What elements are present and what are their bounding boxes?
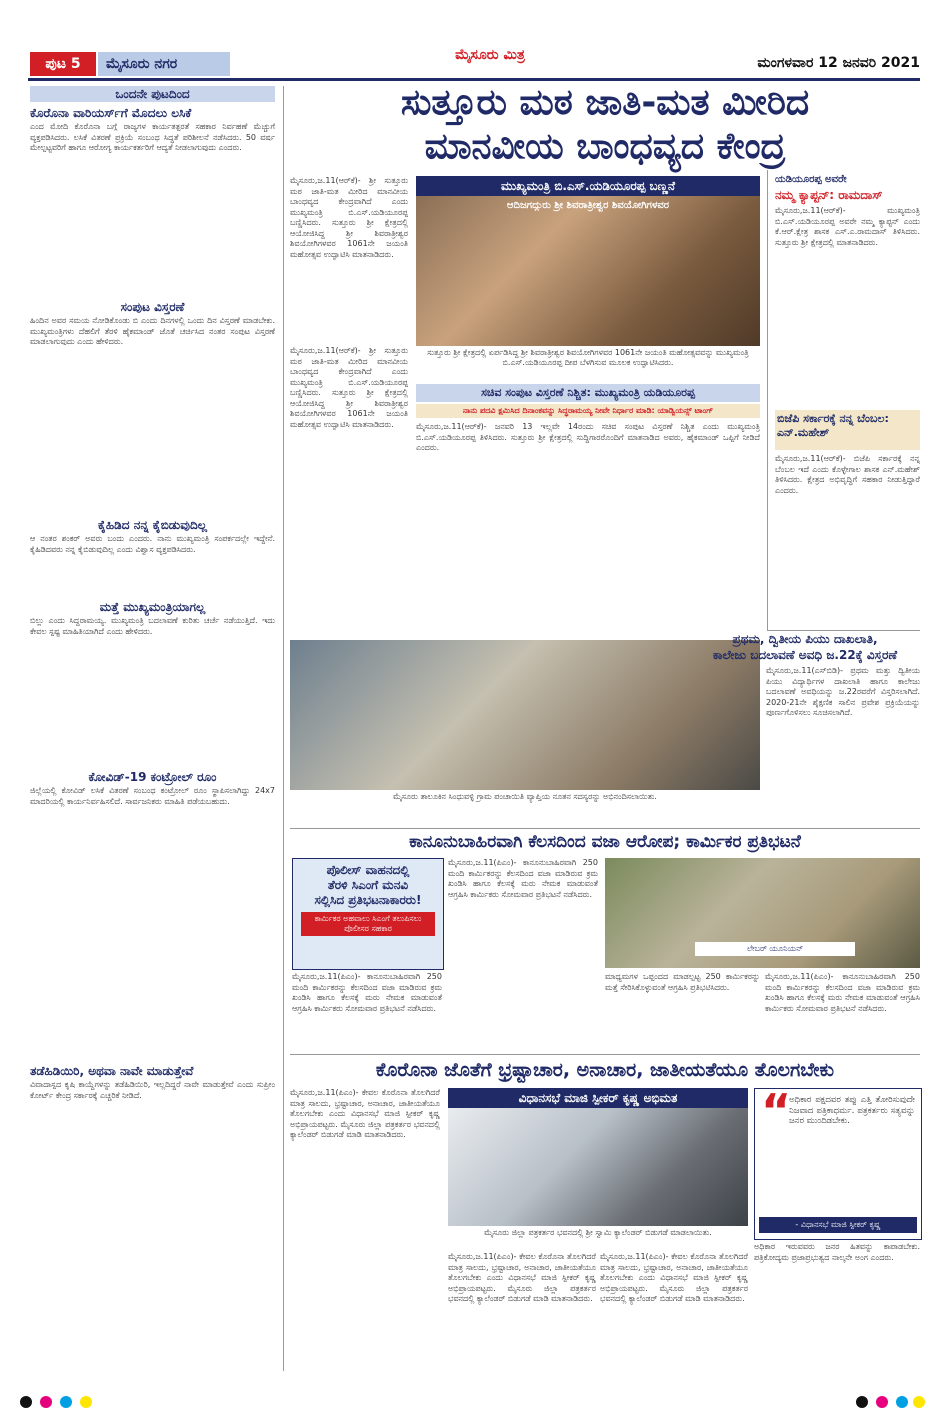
protest-box-head1: ಪೊಲೀಸ್ ವಾಹನದಲ್ಲಿ	[326, 863, 410, 877]
cabinet-banner: ಸಚಿವ ಸಂಪುಟ ವಿಸ್ತರಣೆ ನಿಶ್ಚಿತ: ಮುಖ್ಯಮಂತ್ರಿ ಯಡಿಯೂರಪ್ಪ	[416, 384, 760, 402]
section-title: ಮೈಸೂರು ನಗರ	[98, 52, 230, 76]
story-head-support: ಕೈಹಿಡಿದ ನನ್ನ ಕೈಬಿಡುವುದಿಲ್ಲ	[98, 518, 207, 532]
story-head-control-room: ಕೋವಿಡ್-19 ಕಂಟ್ರೋಲ್ ರೂಂ	[88, 770, 217, 784]
protest-banner-cloth: ಲೇಬರ್ ಯೂನಿಯನ್	[695, 942, 855, 956]
protest-photo-caption: ಮಾಧ್ಯಮಗಳ ಒಪ್ಪಂದದ ಮಾಡಲ್ಪಟ್ಟ 250 ಕಾರ್ಮಿಕರನ್ನು ಮತ್ತೆ ಸೇರಿಸಿಕೊಳ್ಳುವಂತೆ ಆಗ್ರಹಿಸಿ ಪ್ರತಿಭಟಿಸಿದರು.	[605, 972, 760, 992]
protest-body: ಮೈಸೂರು,ಜ.11(ಪಿಎಂ)- ಕಾನೂನುಬಾಹಿರವಾಗಿ 250 ಮಂದಿ ಕಾರ್ಮಿಕರನ್ನು ಕೆಲಸದಿಂದ ವಜಾ ಮಾಡಿರುವ ಕ್ರಮ ಖಂಡಿಸಿ ಹಾಗೂ ಕೆಲಸಕ್ಕೆ ಮರು ನೇಮಕ ಮಾಡುವಂತೆ ಆಗ್ರಹಿಸಿ ಕಾರ್ಮಿಕರು ಸೋಮವಾರ ಪ್ರತಿಭಟನೆ ನಡೆಸಿದರು.	[448, 858, 598, 899]
lead-headline-line2: ಮಾನವೀಯ ಬಾಂಧವ್ಯದ ಕೇಂದ್ರ	[424, 126, 786, 167]
lead-photo-caption: ಸುತ್ತೂರು ಶ್ರೀ ಕ್ಷೇತ್ರದಲ್ಲಿ ಏರ್ಪಡಿಸಿದ್ದ ಶ್ರೀ ಶಿವರಾತ್ರೀಶ್ವರ ಶಿವಯೋಗಿಗಳವರ 1061ನೇ ಜಯಂತಿ ಮಹೋತ್ಸವವನ್ನು ಮುಖ್ಯಮಂತ್ರಿ ಬಿ.ಎಸ್.ಯಡಿಯೂರಪ್ಪ ದೀಪ ಬೆಳಗಿಸುವ ಮೂಲಕ ಉದ್ಘಾಟಿಸಿದರು.	[427, 348, 749, 367]
protest-rule	[290, 828, 920, 829]
lead-headline-line1: ಸುತ್ತೂರು ಮಠ ಜಾತಿ-ಮತ ಮೀರಿದ	[400, 82, 810, 123]
corona-banner: ವಿಧಾನಸಭೆ ಮಾಜಿ ಸ್ಪೀಕರ್ ಕೃಷ್ಣ ಅಭಿಮತ	[448, 1088, 748, 1108]
protest-box-kicker: ಕಾರ್ಮಿಕರ ಅಹವಾಲು ಸಿಎಂಗೆ ತಲುಪಿಸಲು ಪೊಲೀಸರ ಸಹಕಾರ	[301, 912, 435, 936]
right-story1-body: ಮೈಸೂರು,ಜ.11(ಆರ್‌ಕೆ)- ಮುಖ್ಯಮಂತ್ರಿ ಬಿ.ಎಸ್.ಯಡಿಯೂರಪ್ಪ ಅವರೇ ನಮ್ಮ ಕ್ಯಾಪ್ಟನ್ ಎಂದು ಕೆ.ಆರ್.ಕ್ಷೇತ್ರ ಶಾಸಕ ಎಸ್.ಎ.ರಾಮದಾಸ್ ತಿಳಿಸಿದರು. ಸುತ್ತೂರು ಶ್ರೀ ಕ್ಷೇತ್ರದಲ್ಲಿ ಮಾತನಾಡಿದರು.	[775, 206, 920, 247]
right-story2-head-box	[775, 410, 920, 450]
story-body-cm: ಬಿಲ್ಲು ಎಂದು ಸಿದ್ದರಾಮಯ್ಯ. ಮುಖ್ಯಮಂತ್ರಿ ಬದಲಾವಣೆ ಕುರಿತು ಚರ್ಚೆ ನಡೆಯುತ್ತಿದೆ. ಇದು ಕೇವಲ ಸ್ಪಷ್ಟ ಮಾಹಿತಿಯಾಗಿದೆ ಎಂದು ಹೇಳಿದರು.	[30, 616, 275, 636]
issue-date: ಮಂಗಳವಾರ 12 ಜನವರಿ 2021	[757, 55, 920, 71]
lead-story-body: ಮೈಸೂರು,ಜ.11(ಆರ್‌ಕೆ)- ಶ್ರೀ ಸುತ್ತೂರು ಮಠ ಜಾತಿ-ಮತ ಮೀರಿದ ಮಾನವೀಯ ಬಾಂಧವ್ಯದ ಕೇಂದ್ರವಾಗಿದೆ ಎಂದು ಮುಖ್ಯಮಂತ್ರಿ ಬಿ.ಎಸ್.ಯಡಿಯೂರಪ್ಪ ಬಣ್ಣಿಸಿದರು. ಸುತ್ತೂರು ಶ್ರೀ ಕ್ಷೇತ್ರದಲ್ಲಿ ಆಯೋಜಿಸಿದ್ದ ಶ್ರೀ ಶಿವರಾತ್ರೀಶ್ವರ ಶಿವಯೋಗಿಗಳವರ 1061ನೇ ಜಯಂತಿ ಮಹೋತ್ಸವ ಉದ್ಘಾಟಿಸಿ ಮಾತನಾಡಿದರು.	[290, 176, 408, 259]
protest-box	[292, 858, 444, 970]
print-registration-strip	[20, 1396, 925, 1410]
corona-photo	[448, 1108, 748, 1226]
quote-attribution: - ವಿಧಾನಸಭೆ ಮಾಜಿ ಸ್ಪೀಕರ್ ಕೃಷ್ಣ	[759, 1217, 917, 1233]
puc-rule	[767, 630, 920, 631]
story-body-vaccine: ಎಂದ ಮೋದಿ ಕೊರೊನಾ ಬಗ್ಗೆ ರಾಜ್ಯಗಳ ಕಾರ್ಯತತ್ಪರತೆ ಸಹಕಾರ ನಿರ್ವಹಣೆ ಮೆಚ್ಚುಗೆ ವ್ಯಕ್ತಪಡಿಸಿದರು. ಲಸಿಕೆ ವಿತರಣೆ ಪ್ರಕ್ರಿಯೆ ಸಂಬಂಧ ಸಿದ್ಧತೆ ಪರಿಶೀಲನೆ ನಡೆಸಿದರು. 50 ವರ್ಷ ಮೇಲ್ಪಟ್ಟವರಿಗೆ ಹಾಗೂ ಆರೋಗ್ಯ ಕಾರ್ಯಕರ್ತರಿಗೆ ಆದ್ಯತೆ ನೀಡಲಾಗುವುದು ಎಂದರು.	[30, 122, 275, 152]
story-body-support: ಆ ನಂತರ ಶಂಕರ್ ಅವರು ಬಂದು ಎಂದರು. ನಾನು ಮುಖ್ಯಮಂತ್ರಿ ಸಂಪರ್ಕದಲ್ಲೇ ಇದ್ದೇನೆ. ಕೈಹಿಡಿದವರು ನನ್ನ ಕೈಬಿಡುವುದಿಲ್ಲ ಎಂದು ವಿಶ್ವಾಸ ವ್ಯಕ್ತಪಡಿಸಿದರು.	[30, 534, 275, 554]
corona-body-mid1: ಮೈಸೂರು,ಜ.11(ಪಿಎಂ)- ಕೇವಲ ಕೊರೊನಾ ತೊಲಗಿದರೆ ಮಾತ್ರ ಸಾಲದು, ಭ್ರಷ್ಟಾಚಾರ, ಅನಾಚಾರ, ಜಾತೀಯತೆಯೂ ತೊಲಗಬೇಕು ಎಂದು ವಿಧಾನಸಭೆ ಮಾಜಿ ಸ್ಪೀಕರ್ ಕೃಷ್ಣ ಅಭಿಪ್ರಾಯಪಟ್ಟರು. ಮೈಸೂರು ಜಿಲ್ಲಾ ಪತ್ರಕರ್ತರ ಭವನದಲ್ಲಿ ಕ್ಯಾಲೆಂಡರ್ ಬಿಡುಗಡೆ ಮಾಡಿ ಮಾತನಾಡಿದರು.	[448, 1252, 596, 1303]
registration-mark-icon	[80, 1396, 92, 1408]
right-column-divider	[767, 170, 768, 630]
protest-body-right: ಮೈಸೂರು,ಜ.11(ಪಿಎಂ)- ಕಾನೂನುಬಾಹಿರವಾಗಿ 250 ಮಂದಿ ಕಾರ್ಮಿಕರನ್ನು ಕೆಲಸದಿಂದ ವಜಾ ಮಾಡಿರುವ ಕ್ರಮ ಖಂಡಿಸಿ ಹಾಗೂ ಕೆಲಸಕ್ಕೆ ಮರು ನೇಮಕ ಮಾಡುವಂತೆ ಆಗ್ರಹಿಸಿ ಕಾರ್ಮಿಕರು ಸೋಮವಾರ ಪ್ರತಿಭಟನೆ ನಡೆಸಿದರು.	[765, 972, 920, 1013]
lead-photo	[416, 196, 760, 346]
registration-mark-icon	[896, 1396, 908, 1408]
quote-box	[754, 1084, 922, 1240]
puc-head-line1: ಪ್ರಥಮ, ದ್ವಿತೀಯ ಪಿಯು ದಾಖಲಾತಿ,	[732, 632, 878, 646]
story-head-cm: ಮತ್ತೆ ಮುಖ್ಯಮಂತ್ರಿಯಾಗಲ್ಲ	[99, 600, 206, 614]
quote-text: ಅಧಿಕಾರ ಪಕ್ಷದವರ ತಪ್ಪು ಎತ್ತಿ ತೋರಿಸುವುದೇ ನಿಜವಾದ ಪತ್ರಿಕಾಧರ್ಮ. ಪತ್ರಕರ್ತರು ಸತ್ಯವನ್ನು ಜನರ ಮುಂದಿಡಬೇಕು.	[789, 1095, 915, 1126]
protest-headline: ಕಾನೂನುಬಾಹಿರವಾಗಿ ಕೆಲಸದಿಂದ ವಜಾ ಆರೋಪ; ಕಾರ್ಮಿಕರ ಪ್ರತಿಭಟನೆ	[409, 832, 801, 852]
story-body-cabinet: ಹಿಂದಿನ ಅವರ ಸಮಯ ನೋಡಿಕೊಂಡು ಬಿ ಎಂದು ದಿನಗಳಲ್ಲಿ ಒಂದು ದಿನ ವಿಸ್ತರಣೆ ಮಾಡಬೇಕು. ಮುಖ್ಯಮಂತ್ರಿಗಳು ದೆಹಲಿಗೆ ತೆರಳಿ ಹೈಕಮಾಂಡ್ ಜೊತೆ ಚರ್ಚಿಸಿದ ನಂತರ ಸಂಪುಟ ವಿಸ್ತರಣೆ ಮಾಡಲಾಗುವುದು ಎಂದು ಹೇಳಿದರು.	[30, 316, 275, 346]
corona-photo-caption: ಮೈಸೂರು ಜಿಲ್ಲಾ ಪತ್ರಕರ್ತರ ಭವನದಲ್ಲಿ ಶ್ರೀ ಸ್ವಾಮಿ ಕ್ಯಾಲೆಂಡರ್ ಬಿಡುಗಡೆ ಮಾಡಲಾಯಿತು.	[484, 1228, 712, 1237]
registration-mark-icon	[913, 1396, 925, 1408]
column-divider	[283, 86, 284, 1371]
registration-mark-icon	[20, 1396, 32, 1408]
cabinet-photo-caption: ಮೈಸೂರು ತಾಲೂಕಿನ ಸಿಂಧುವಳ್ಳಿ ಗ್ರಾಮ ಪಂಚಾಯಿತಿ ವ್ಯಾಪ್ತಿಯ ನೂತನ ಸದಸ್ಯರನ್ನು ಅಭಿನಂದಿಸಲಾಯಿತು.	[393, 792, 657, 801]
protest-box-head3: ಸಲ್ಲಿಸಿದ ಪ್ರತಿಭಟನಾಕಾರರು!	[314, 893, 422, 907]
protest-photo	[605, 858, 920, 968]
lead-photo-overlay: ಆದಿಜಗದ್ಗುರು ಶ್ರೀ ಶಿವರಾತ್ರೀಶ್ವರ ಶಿವಯೋಗಿಗಳವರ	[506, 200, 670, 211]
puc-body: ಮೈಸೂರು,ಜ.11(ಎಸ್‌ಬಿಡಿ)- ಪ್ರಥಮ ಮತ್ತು ದ್ವಿತೀಯ ಪಿಯು ವಿದ್ಯಾರ್ಥಿಗಳ ದಾಖಲಾತಿ ಹಾಗೂ ಕಾಲೇಜು ಬದಲಾವಣೆ ಅವಧಿಯನ್ನು ಜ.22ರವರೆಗೆ ವಿಸ್ತರಿಸಲಾಗಿದೆ. 2020-21ನೇ ಶೈಕ್ಷಣಿಕ ಸಾಲಿನ ಪ್ರವೇಶ ಪ್ರಕ್ರಿಯೆಯನ್ನು ಪೂರ್ಣಗೊಳಿಸಲು ಸೂಚಿಸಲಾಗಿದೆ.	[766, 666, 920, 717]
right-story2-body: ಮೈಸೂರು,ಜ.11(ಆರ್‌ಕೆ)- ಬಿಜೆಪಿ ಸರ್ಕಾರಕ್ಕೆ ನನ್ನ ಬೆಂಬಲ ಇದೆ ಎಂದು ಕೊಳ್ಳೇಗಾಲ ಶಾಸಕ ಎನ್.ಮಹೇಶ್ ತಿಳಿಸಿದರು. ಕ್ಷೇತ್ರದ ಅಭಿವೃದ್ಧಿಗೆ ಸಹಕಾರ ನೀಡುತ್ತಿದ್ದಾರೆ ಎಂದರು.	[775, 454, 920, 495]
right-story1-kicker: ಯಡಿಯೂರಪ್ಪ ಅವರೇ	[775, 174, 847, 185]
protest-body-left: ಮೈಸೂರು,ಜ.11(ಪಿಎಂ)- ಕಾನೂನುಬಾಹಿರವಾಗಿ 250 ಮಂದಿ ಕಾರ್ಮಿಕರನ್ನು ಕೆಲಸದಿಂದ ವಜಾ ಮಾಡಿರುವ ಕ್ರಮ ಖಂಡಿಸಿ ಹಾಗೂ ಕೆಲಸಕ್ಕೆ ಮರು ನೇಮಕ ಮಾಡುವಂತೆ ಆಗ್ರಹಿಸಿ ಕಾರ್ಮಿಕರು ಸೋಮವಾರ ಪ್ರತಿಭಟನೆ ನಡೆಸಿದರು.	[292, 972, 442, 1013]
corona-body-mid2: ಮೈಸೂರು,ಜ.11(ಪಿಎಂ)- ಕೇವಲ ಕೊರೊನಾ ತೊಲಗಿದರೆ ಮಾತ್ರ ಸಾಲದು, ಭ್ರಷ್ಟಾಚಾರ, ಅನಾಚಾರ, ಜಾತೀಯತೆಯೂ ತೊಲಗಬೇಕು ಎಂದು ವಿಧಾನಸಭೆ ಮಾಜಿ ಸ್ಪೀಕರ್ ಕೃಷ್ಣ ಅಭಿಪ್ರಾಯಪಟ್ಟರು. ಮೈಸೂರು ಜಿಲ್ಲಾ ಪತ್ರಕರ್ತರ ಭವನದಲ್ಲಿ ಕ್ಯಾಲೆಂಡರ್ ಬಿಡುಗಡೆ ಮಾಡಿ ಮಾತನಾಡಿದರು.	[600, 1252, 748, 1303]
lead-story-body-continued: ಮೈಸೂರು,ಜ.11(ಆರ್‌ಕೆ)- ಶ್ರೀ ಸುತ್ತೂರು ಮಠ ಜಾತಿ-ಮತ ಮೀರಿದ ಮಾನವೀಯ ಬಾಂಧವ್ಯದ ಕೇಂದ್ರವಾಗಿದೆ ಎಂದು ಮುಖ್ಯಮಂತ್ರಿ ಬಿ.ಎಸ್.ಯಡಿಯೂರಪ್ಪ ಬಣ್ಣಿಸಿದರು. ಸುತ್ತೂರು ಶ್ರೀ ಕ್ಷೇತ್ರದಲ್ಲಿ ಆಯೋಜಿಸಿದ್ದ ಶ್ರೀ ಶಿವರಾತ್ರೀಶ್ವರ ಶಿವಯೋಗಿಗಳವರ 1061ನೇ ಜಯಂತಿ ಮಹೋತ್ಸವ ಉದ್ಘಾಟಿಸಿ ಮಾತನಾಡಿದರು.	[290, 346, 408, 429]
story-head-supreme-court: ತಡೆಹಿಡಿಯಿರಿ, ಅಥವಾ ನಾವೇ ಮಾಡುತ್ತೇವೆ	[30, 1064, 194, 1078]
quote-mark-icon: “	[761, 1084, 792, 1138]
corona-body-right: ಅಧಿಕಾರ ಇರುವವರು ಜನರ ಹಿತವನ್ನು ಕಾಪಾಡಬೇಕು. ಪತ್ರಿಕೋದ್ಯಮ ಪ್ರಜಾಪ್ರಭುತ್ವದ ನಾಲ್ಕನೇ ಅಂಗ ಎಂದರು.	[754, 1242, 920, 1262]
right-story1-head: ನಮ್ಮ ಕ್ಯಾಪ್ಟನ್: ರಾಮದಾಸ್	[775, 188, 883, 202]
cabinet-subhead: ನಾನು ಪದವಿ ಕ್ಷಮಿಸಿದ ದಿನಾಂಕವನ್ನು ಸಿದ್ಧರಾಮಯ್ಯ ನೀವೇ ನಿರ್ಧಾರ ಮಾಡಿ: ಯಾಡ್ವಿಯನ್ಸ್ ಟಾಂಗ್	[416, 404, 760, 418]
lead-photo-banner: ಮುಖ್ಯಮಂತ್ರಿ ಬಿ.ಎಸ್.ಯಡಿಯೂರಪ್ಪ ಬಣ್ಣನೆ	[416, 176, 760, 196]
registration-mark-icon	[876, 1396, 888, 1408]
story-head-vaccine: ಕೊರೊನಾ ವಾರಿಯರ್ಸ್‌ಗೆ ಮೊದಲು ಲಸಿಕೆ	[30, 106, 192, 120]
registration-mark-icon	[60, 1396, 72, 1408]
continued-section-header: ಒಂದನೇ ಪುಟದಿಂದ	[30, 86, 275, 102]
masthead: ಮೈಸೂರು ಮಿತ್ರ	[455, 47, 525, 63]
story-body-supreme-court: ವಿವಾದಾಸ್ಪದ ಕೃಷಿ ಕಾಯ್ದೆಗಳನ್ನು ತಡೆಹಿಡಿಯಿರಿ, ಇಲ್ಲದಿದ್ದರೆ ನಾವೇ ಮಾಡುತ್ತೇವೆ ಎಂದು ಸುಪ್ರೀಂ ಕೋರ್ಟ್ ಕೇಂದ್ರ ಸರ್ಕಾರಕ್ಕೆ ಎಚ್ಚರಿಕೆ ನೀಡಿದೆ.	[30, 1080, 275, 1100]
right-story2-head: ಬಿಜೆಪಿ ಸರ್ಕಾರಕ್ಕೆ ನನ್ನ ಬೆಂಬಲ: ಎನ್.ಮಹೇಶ್	[777, 412, 889, 439]
corona-headline: ಕೊರೊನಾ ಜೊತೆಗೆ ಭ್ರಷ್ಟಾಚಾರ, ಅನಾಚಾರ, ಜಾತೀಯತೆಯೂ ತೊಲಗಬೇಕು	[375, 1059, 835, 1081]
story-body-control-room: ಜಿಲ್ಲೆಯಲ್ಲಿ ಕೋವಿಡ್ ಲಸಿಕೆ ವಿತರಣೆ ಸಂಬಂಧ ಕಂಟ್ರೋಲ್ ರೂಂ ಸ್ಥಾಪಿಸಲಾಗಿದ್ದು 24x7 ಮಾದರಿಯಲ್ಲಿ ಕಾರ್ಯನಿರ್ವಹಿಸಲಿದೆ. ಸಾರ್ವಜನಿಕರು ಮಾಹಿತಿ ಪಡೆಯಬಹುದು.	[30, 786, 275, 806]
protest-box-head2: ತೆರಳಿ ಸಿಎಂಗೆ ಮನವಿ	[327, 878, 409, 892]
registration-mark-icon	[40, 1396, 52, 1408]
corona-body-left: ಮೈಸೂರು,ಜ.11(ಪಿಎಂ)- ಕೇವಲ ಕೊರೊನಾ ತೊಲಗಿದರೆ ಮಾತ್ರ ಸಾಲದು, ಭ್ರಷ್ಟಾಚಾರ, ಅನಾಚಾರ, ಜಾತೀಯತೆಯೂ ತೊಲಗಬೇಕು ಎಂದು ವಿಧಾನಸಭೆ ಮಾಜಿ ಸ್ಪೀಕರ್ ಕೃಷ್ಣ ಅಭಿಪ್ರಾಯಪಟ್ಟರು. ಮೈಸೂರು ಜಿಲ್ಲಾ ಪತ್ರಕರ್ತರ ಭವನದಲ್ಲಿ ಕ್ಯಾಲೆಂಡರ್ ಬಿಡುಗಡೆ ಮಾಡಿ ಮಾತನಾಡಿದರು.	[290, 1088, 440, 1139]
registration-mark-icon	[856, 1396, 868, 1408]
cabinet-body: ಮೈಸೂರು,ಜ.11(ಆರ್‌ಕೆ)- ಜನವರಿ 13 ಇಲ್ಲವೇ 14ರಂದು ಸಚಿವ ಸಂಪುಟ ವಿಸ್ತರಣೆ ನಿಶ್ಚಿತ ಎಂದು ಮುಖ್ಯಮಂತ್ರಿ ಬಿ.ಎಸ್.ಯಡಿಯೂರಪ್ಪ ತಿಳಿಸಿದರು. ಸುತ್ತೂರು ಶ್ರೀ ಕ್ಷೇತ್ರದಲ್ಲಿ ಸುದ್ದಿಗಾರರೊಂದಿಗೆ ಮಾತನಾಡಿದ ಅವರು, ಹೈಕಮಾಂಡ್ ಒಪ್ಪಿಗೆ ನೀಡಿದೆ ಎಂದರು.	[416, 422, 760, 452]
page-number: ಪುಟ 5	[30, 52, 96, 76]
story-head-cabinet: ಸಂಪುಟ ವಿಸ್ತರಣೆ	[120, 300, 185, 314]
puc-head-line2: ಕಾಲೇಜು ಬದಲಾವಣೆ ಅವಧಿ ಜ.22ಕ್ಕೆ ವಿಸ್ತರಣೆ	[712, 648, 898, 662]
corona-rule	[290, 1054, 920, 1055]
